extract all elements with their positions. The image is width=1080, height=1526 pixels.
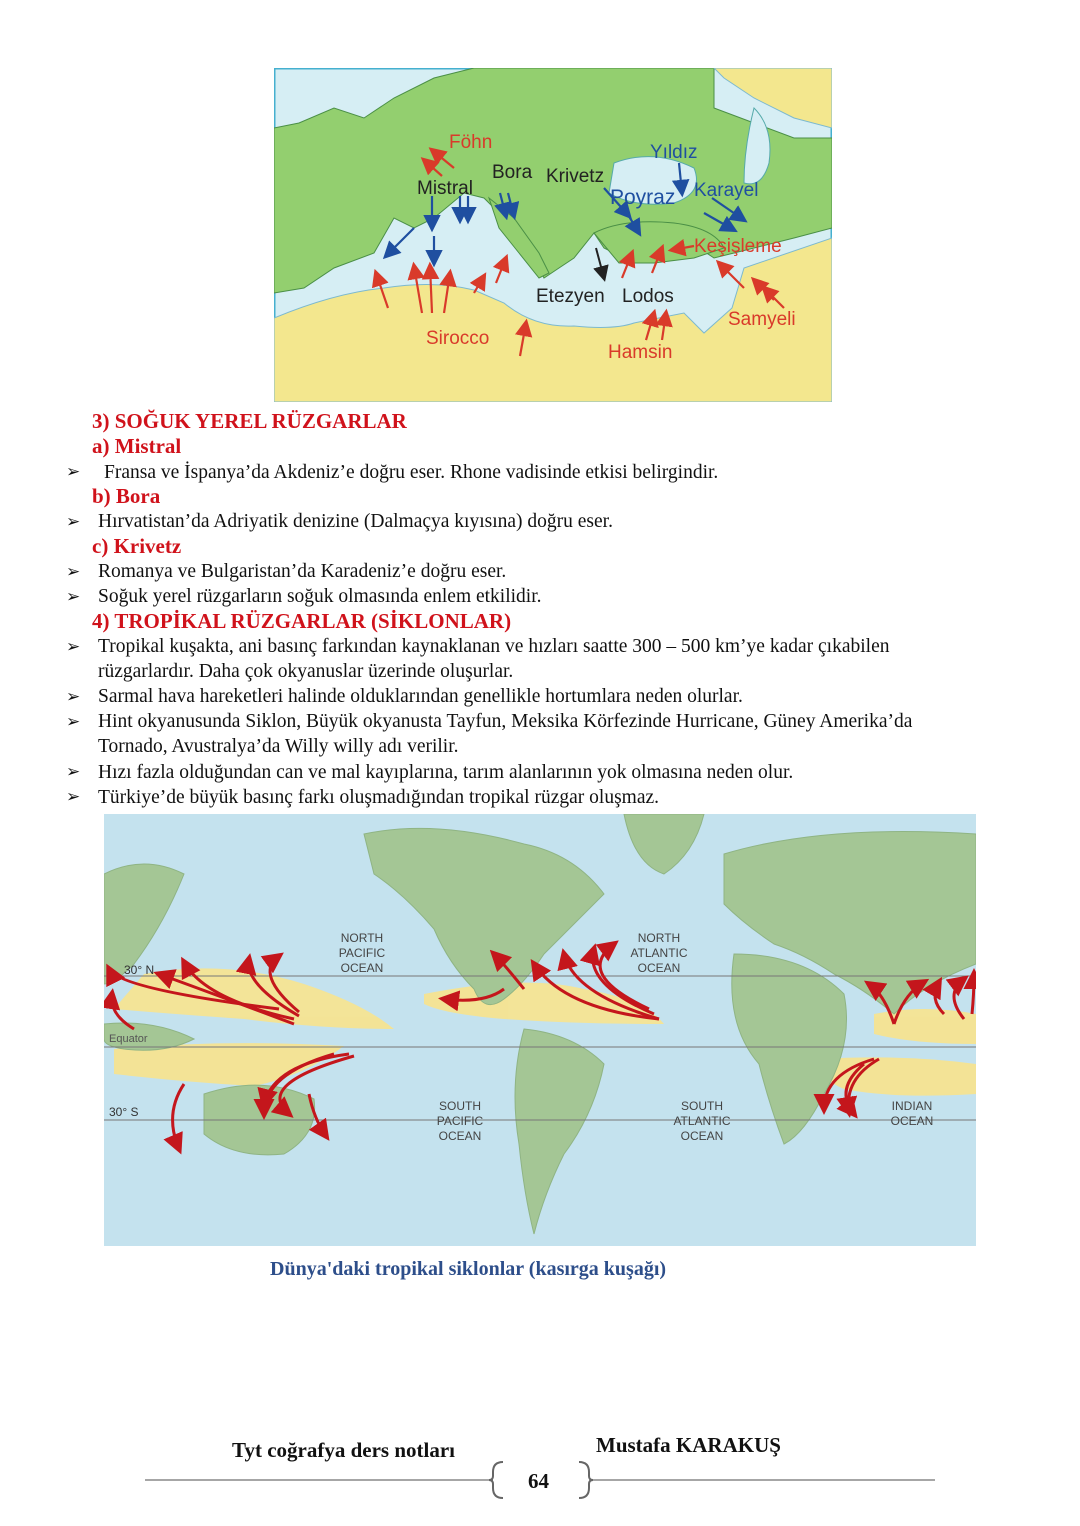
label-hamsin: Hamsin	[608, 342, 673, 363]
tropical-text-1b: rüzgarlardır. Daha çok okyanuslar üzerinde oluşurlar.	[98, 661, 514, 682]
bullet-arrow-icon: ➢	[66, 587, 81, 606]
label-30s: 30° S	[109, 1105, 139, 1119]
label-etezyen: Etezyen	[536, 286, 605, 307]
footer-course-title: Tyt coğrafya ders notları	[232, 1438, 455, 1462]
label-south-pacific-2: PACIFIC	[436, 1114, 484, 1128]
label-lodos: Lodos	[622, 286, 674, 307]
page-number: 64	[528, 1469, 549, 1493]
label-north-atlantic-2: ATLANTIC	[630, 946, 688, 960]
krivetz-text: Romanya ve Bulgaristan’da Karadeniz’e doğru eser.	[98, 561, 507, 582]
mediterranean-winds-map	[274, 68, 832, 402]
label-yildiz: Yıldız	[650, 142, 698, 163]
tropical-text-1a: Tropikal kuşakta, ani basınç farkından kaynaklanan ve hızları saatte 300 – 500 km’ye kadar çıkabilen	[98, 636, 890, 657]
bullet-arrow-icon: ➢	[66, 712, 81, 731]
bora-text: Hırvatistan’da Adriyatik denizine (Dalmaçya kıyısına) doğru eser.	[98, 511, 613, 532]
tropical-text-2: Sarmal hava hareketleri halinde olduklarından genellikle hortumlara neden olurlar.	[98, 686, 743, 707]
bullet-arrow-icon: ➢	[66, 512, 81, 531]
label-south-atlantic-2: ATLANTIC	[673, 1114, 731, 1128]
bullet-arrow-icon: ➢	[66, 687, 81, 706]
tropical-text-3a: Hint okyanusunda Siklon, Büyük okyanusta Tayfun, Meksika Körfezinde Hurricane, Güney Amerika’da	[98, 711, 913, 732]
label-karayel: Karayel	[694, 180, 759, 201]
label-south-pacific-1: SOUTH	[439, 1099, 481, 1113]
label-south-atlantic-3: OCEAN	[680, 1129, 724, 1143]
label-mistral: Mistral	[417, 178, 473, 199]
footer-author: Mustafa KARAKUŞ	[596, 1433, 781, 1457]
label-sirocco: Sirocco	[426, 328, 490, 349]
tropical-text-4: Hızı fazla olduğundan can ve mal kayıplarına, tarım alanlarının yok olmasına neden olur.	[98, 762, 794, 783]
label-north-atlantic-1: NORTH	[637, 931, 681, 945]
section-4-title: 4) TROPİKAL RÜZGARLAR (SİKLONLAR)	[92, 609, 512, 633]
tropical-text-5: Türkiye’de büyük basınç farkı oluşmadığından tropikal rüzgar oluşmaz.	[98, 787, 660, 808]
bullet-arrow-icon: ➢	[66, 562, 81, 581]
label-south-atlantic-1: SOUTH	[681, 1099, 723, 1113]
bullet-arrow-icon: ➢	[66, 462, 81, 481]
label-bora: Bora	[492, 162, 533, 183]
label-equator: Equator	[109, 1033, 148, 1045]
cold-winds-latitude-text: Soğuk yerel rüzgarların soğuk olmasında enlem etkilidir.	[98, 586, 542, 607]
label-north-pacific-1: NORTH	[340, 931, 384, 945]
mistral-text: Fransa ve İspanya’da Akdeniz’e doğru eser. Rhone vadisinde etkisi belirgindir.	[104, 462, 719, 483]
label-indian-1: INDIAN	[891, 1099, 933, 1113]
bullet-arrow-icon: ➢	[66, 637, 81, 656]
label-north-pacific-3: OCEAN	[340, 961, 384, 975]
tropical-text-3b: Tornado, Avustralya’da Willy willy adı verilir.	[98, 736, 459, 757]
world-map-caption: Dünya'daki tropikal siklonlar (kasırga kuşağı)	[270, 1258, 667, 1280]
label-samyeli: Samyeli	[728, 309, 796, 330]
krivetz-title: c) Krivetz	[92, 534, 182, 558]
label-fohn: Föhn	[449, 132, 493, 153]
world-cyclone-map	[104, 814, 976, 1246]
label-north-atlantic-3: OCEAN	[637, 961, 681, 975]
label-krivetz: Krivetz	[546, 166, 605, 187]
label-30n: 30° N	[124, 963, 155, 977]
label-indian-2: OCEAN	[890, 1114, 934, 1128]
bullet-arrow-icon: ➢	[66, 762, 81, 781]
bora-title: b) Bora	[92, 484, 161, 508]
label-south-pacific-3: OCEAN	[438, 1129, 482, 1143]
label-north-pacific-2: PACIFIC	[338, 946, 386, 960]
label-kesisleme: Keşişleme	[694, 236, 782, 257]
mistral-title: a) Mistral	[92, 434, 182, 458]
bullet-arrow-icon: ➢	[66, 787, 81, 806]
section-3-title: 3) SOĞUK YEREL RÜZGARLAR	[92, 409, 407, 433]
label-poyraz: Poyraz	[610, 186, 676, 209]
